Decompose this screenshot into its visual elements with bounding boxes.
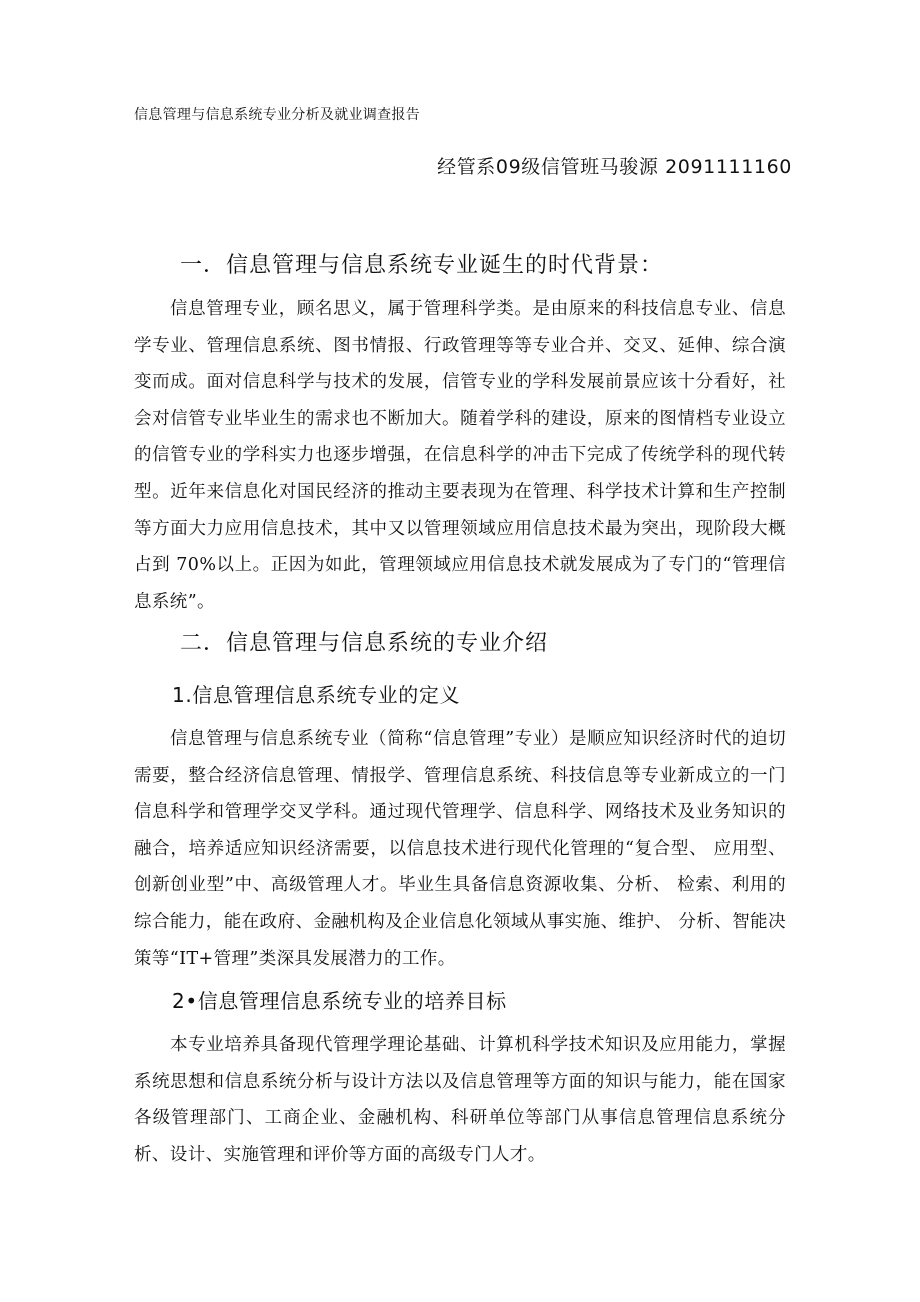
section-heading-background: 一．信息管理与信息系统专业诞生的时代背景： — [180, 253, 664, 278]
paragraph-definition: 信息管理与信息系统专业（简称“信息管理”专业）是顺应知识经济时代的迫切需要，整合经济信息管理、情报学、管理信息系统、科技信息等专业新成立的一门信息科学和管理学交叉学科。通过现代管理学、信息科学、网络技术及业务知识的融合，培养适应知识经济需要，以信息技术进行现代化管理的“复合型、 应用型、创新创业型”中、高级管理人才。毕业生具备信息资源收集、分析、 检索、利用的综合能力，能在政府、金融机构及企业信息化领域从事实施、维护、 分析、智能决策等“IT+管理”类深具发展潜力的工作。 — [134, 729, 786, 969]
paragraph-training-goal: 本专业培养具备现代管理学理论基础、计算机科学技术知识及应用能力，掌握系统思想和信息系统分析与设计方法以及信息管理等方面的知识与能力，能在国家各级管理部门、工商企业、金融机构、科研单位等部门从事信息管理信息系统分析、设计、实施管理和评价等方面的高级专门人才。 — [134, 1035, 786, 1165]
subheading-training-goal: 2•信息管理信息系统专业的培养目标 — [172, 989, 507, 1013]
subheading-definition: 1.信息管理信息系统专业的定义 — [172, 683, 461, 707]
author-line: 经管系09级信管班马骏源 2091111160 — [437, 156, 792, 178]
section-heading-introduction: 二．信息管理与信息系统的专业介绍 — [180, 631, 549, 656]
document-title: 信息管理与信息系统专业分析及就业调查报告 — [134, 107, 420, 123]
section-paragraph-background: 信息管理专业，顾名思义，属于管理科学类。是由原来的科技信息专业、信息学专业、管理信息系统、图书情报、行政管理等等专业合并、交叉、延伸、综合演变而成。面对信息科学与技术的发展，信管专业的学科发展前景应该十分看好，社会对信管专业毕业生的需求也不断加大。随着学科的建设，原来的图情档专业设立的信管专业的学科实力也逐步增强，在信息科学的冲击下完成了传统学科的现代转型。近年来信息化对国民经济的推动主要表现为在管理、科学技术计算和生产控制等方面大力应用信息技术，其中又以管理领域应用信息技术最为突出，现阶段大概占到 70%以上。正因为如此，管理领域应用信息技术就发展成为了专门的“管理信息系统”。 — [134, 299, 786, 612]
